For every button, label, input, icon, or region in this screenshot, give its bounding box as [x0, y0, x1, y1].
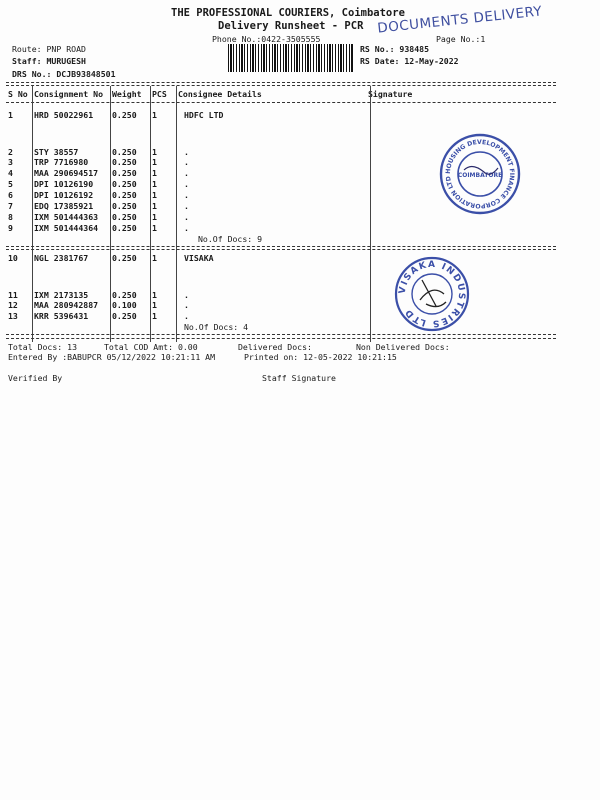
row-weight: 0.250 — [112, 311, 137, 321]
row-pcs: 1 — [152, 212, 157, 222]
row-consignment: IXM 2173135 — [34, 290, 89, 300]
row-sno: 4 — [8, 168, 13, 178]
table-row — [0, 110, 560, 120]
divider — [6, 246, 556, 247]
runsheet-subtitle: Delivery Runsheet - PCR — [218, 20, 364, 32]
documents-delivery-stamp: DOCUMENTS DELIVERY — [376, 3, 544, 37]
drs-number: DRS No.: DCJB93848501 — [12, 69, 116, 79]
barcode — [228, 44, 354, 72]
entered-by: Entered By :BABUPCR 05/12/2022 10:21:11 AM — [8, 352, 216, 362]
row-pcs: 1 — [152, 223, 157, 233]
row-consignment: MAA 290694517 — [34, 168, 99, 178]
row-sno: 5 — [8, 179, 13, 189]
table-row — [0, 223, 560, 233]
row-consignment: NGL 2381767 — [34, 253, 89, 263]
phone-number: Phone No.:0422-3505555 — [212, 34, 321, 44]
row-pcs: 1 — [152, 168, 157, 178]
row-consignment: IXM 501444364 — [34, 223, 99, 233]
col-pcs: PCS — [152, 89, 167, 99]
row-pcs: 1 — [152, 290, 157, 300]
row-sno: 11 — [8, 290, 18, 300]
divider — [6, 334, 556, 335]
hdfc-seal — [438, 132, 522, 216]
col-consignee: Consignee Details — [178, 89, 262, 99]
printed-on: Printed on: 12-05-2022 10:21:15 — [244, 352, 397, 362]
row-consignment: DPI 10126192 — [34, 190, 94, 200]
row-details: . — [184, 300, 189, 310]
row-sno: 13 — [8, 311, 18, 321]
row-weight: 0.250 — [112, 157, 137, 167]
row-details: . — [184, 223, 189, 233]
row-consignment: STY 38557 — [34, 147, 79, 157]
staff-signature: Staff Signature — [262, 373, 336, 383]
row-weight: 0.100 — [112, 300, 137, 310]
row-consignment: MAA 280942887 — [34, 300, 99, 310]
divider — [6, 249, 556, 250]
row-sno: 6 — [8, 190, 13, 200]
row-pcs: 1 — [152, 179, 157, 189]
row-details: . — [184, 190, 189, 200]
row-pcs: 1 — [152, 300, 157, 310]
row-details: . — [184, 311, 189, 321]
row-sno: 10 — [8, 253, 18, 263]
table-row — [0, 253, 560, 263]
rs-number: RS No.: 938485 — [360, 44, 430, 54]
row-consignment: HRD 50022961 — [34, 110, 94, 120]
hdfc-seal-ring-text: HOUSING DEVELOPMENT FINANCE CORPORATION LTD — [444, 138, 516, 210]
group-doc-count: No.Of Docs: 4 — [184, 322, 249, 332]
row-pcs: 1 — [152, 157, 157, 167]
row-pcs: 1 — [152, 147, 157, 157]
row-consignment: IXM 501444363 — [34, 212, 99, 222]
divider — [6, 85, 556, 86]
row-weight: 0.250 — [112, 290, 137, 300]
row-consignment: TRP 7716980 — [34, 157, 89, 167]
row-pcs: 1 — [152, 201, 157, 211]
delivered-docs: Delivered Docs: — [238, 342, 312, 352]
divider — [6, 82, 556, 83]
row-sno: 1 — [8, 110, 13, 120]
row-weight: 0.250 — [112, 201, 137, 211]
row-pcs: 1 — [152, 253, 157, 263]
row-sno: 9 — [8, 223, 13, 233]
hdfc-seal-center-text: COIMBATORE — [457, 172, 503, 179]
row-details: . — [184, 157, 189, 167]
col-signature: Signature — [368, 89, 413, 99]
row-details: HDFC LTD — [184, 110, 224, 120]
row-pcs: 1 — [152, 311, 157, 321]
row-sno: 7 — [8, 201, 13, 211]
row-weight: 0.250 — [112, 168, 137, 178]
total-cod: Total COD Amt: 0.00 — [104, 342, 198, 352]
visaka-seal-ring-text: VISAKA INDUSTRIES LTD — [397, 259, 467, 329]
divider — [6, 102, 556, 103]
row-details: . — [184, 168, 189, 178]
row-weight: 0.250 — [112, 190, 137, 200]
table-row — [0, 311, 560, 321]
row-weight: 0.250 — [112, 147, 137, 157]
page-number: Page No.:1 — [436, 34, 486, 44]
row-details: . — [184, 179, 189, 189]
row-weight: 0.250 — [112, 223, 137, 233]
col-consignment: Consignment No — [34, 89, 104, 99]
col-sno: S No — [8, 89, 28, 99]
row-weight: 0.250 — [112, 253, 137, 263]
row-pcs: 1 — [152, 190, 157, 200]
visaka-seal — [392, 254, 472, 334]
row-details: . — [184, 212, 189, 222]
row-sno: 8 — [8, 212, 13, 222]
divider — [6, 338, 556, 339]
row-details: . — [184, 147, 189, 157]
table-row — [0, 290, 560, 300]
col-weight: Weight — [112, 89, 142, 99]
row-pcs: 1 — [152, 110, 157, 120]
verified-by: Verified By — [8, 373, 63, 383]
row-consignment: DPI 10126190 — [34, 179, 94, 189]
route: Route: PNP ROAD — [12, 44, 86, 54]
row-details: VISAKA — [184, 253, 214, 263]
table-row — [0, 300, 560, 310]
rs-date: RS Date: 12-May-2022 — [360, 56, 459, 66]
company-title: THE PROFESSIONAL COURIERS, Coimbatore — [171, 7, 405, 19]
total-docs: Total Docs: 13 — [8, 342, 78, 352]
row-sno: 12 — [8, 300, 18, 310]
non-delivered-docs: Non Delivered Docs: — [356, 342, 450, 352]
row-weight: 0.250 — [112, 212, 137, 222]
row-sno: 2 — [8, 147, 13, 157]
staff: Staff: MURUGESH — [12, 56, 86, 66]
row-weight: 0.250 — [112, 179, 137, 189]
row-sno: 3 — [8, 157, 13, 167]
row-consignment: EDQ 17385921 — [34, 201, 94, 211]
row-consignment: KRR 5396431 — [34, 311, 89, 321]
row-details: . — [184, 201, 189, 211]
group-doc-count: No.Of Docs: 9 — [198, 234, 263, 244]
row-weight: 0.250 — [112, 110, 137, 120]
svg-text:VISAKA INDUSTRIES LTD — [398, 260, 466, 328]
row-details: . — [184, 290, 189, 300]
